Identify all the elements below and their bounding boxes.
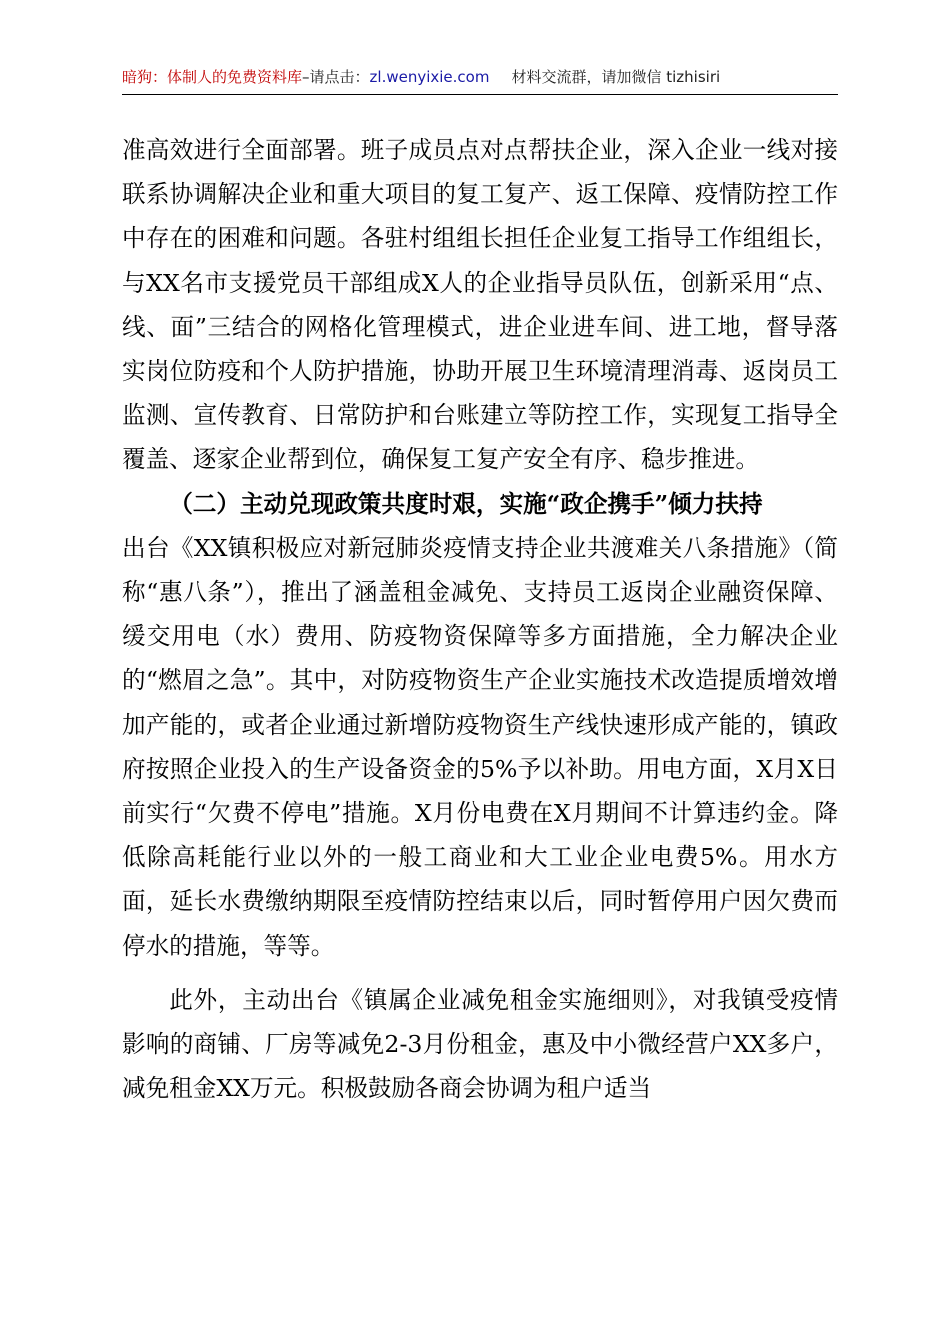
- paragraph-3: 此外，主动出台《镇属企业减免租金实施细则》，对我镇受疫情影响的商铺、厂房等减免2-3月份租金，惠及中小微经营户XX多户，减免租金XX万元。积极鼓励各商会协调为租户适当: [122, 985, 838, 1103]
- header-site-label: 暗狗：体制人的免费资料库: [122, 68, 303, 86]
- section-heading: （二）主动兑现政策共度时艰，实施“政企携手”倾力扶持: [169, 489, 763, 518]
- paragraph-2: 出台《XX镇积极应对新冠肺炎疫情支持企业共渡难关八条措施》（简称“惠八条”），推出了涵盖租金减免、支持员工返岗企业融资保障、缓交用电（水）费用、防疫物资保障等多方面措施，全力解决企业的“燃眉之急”。其中，对防疫物资生产企业实施技术改造提质增效增加产能的，或者企业通过新增防疫物资生产线快速形成产能的，镇政府按照企业投入的生产设备资金的5%予以补助。用电方面，X月X日前实行“欠费不停电”措施。X月份电费在X月期间不计算违约金。降低除高耗能行业以外的一般工商业和大工业企业电费5%。用水方面，延长水费缴纳期限至疫情防控结束以后，同时暂停用户因欠费而停水的措施，等等。: [122, 533, 838, 960]
- header-divider: [122, 94, 838, 95]
- page-header: [122, 66, 838, 94]
- paragraph-1: 准高效进行全面部署。班子成员点对点帮扶企业，深入企业一线对接联系协调解决企业和重大项目的复工复产、返工保障、疫情防控工作中存在的困难和问题。各驻村组组长担任企业复工指导工作组组长，与XX名市支援党员干部组成X人的企业指导员队伍，创新采用“点、线、面”三结合的网格化管理模式，进企业进车间、进工地，督导落实岗位防疫和个人防护措施，协助开展卫生环境清理消毒、返岗员工监测、宣传教育、日常防护和台账建立等防控工作，实现复工指导全覆盖、逐家企业帮到位，确保复工复产安全有序、稳步推进。: [122, 136, 838, 474]
- header-link[interactable]: zl.wenyixie.com: [369, 68, 490, 86]
- header-separator: –请点击：: [302, 68, 370, 86]
- document-body: [122, 128, 838, 1110]
- header-note: 材料交流群，请加微信 tizhisiri: [511, 68, 721, 86]
